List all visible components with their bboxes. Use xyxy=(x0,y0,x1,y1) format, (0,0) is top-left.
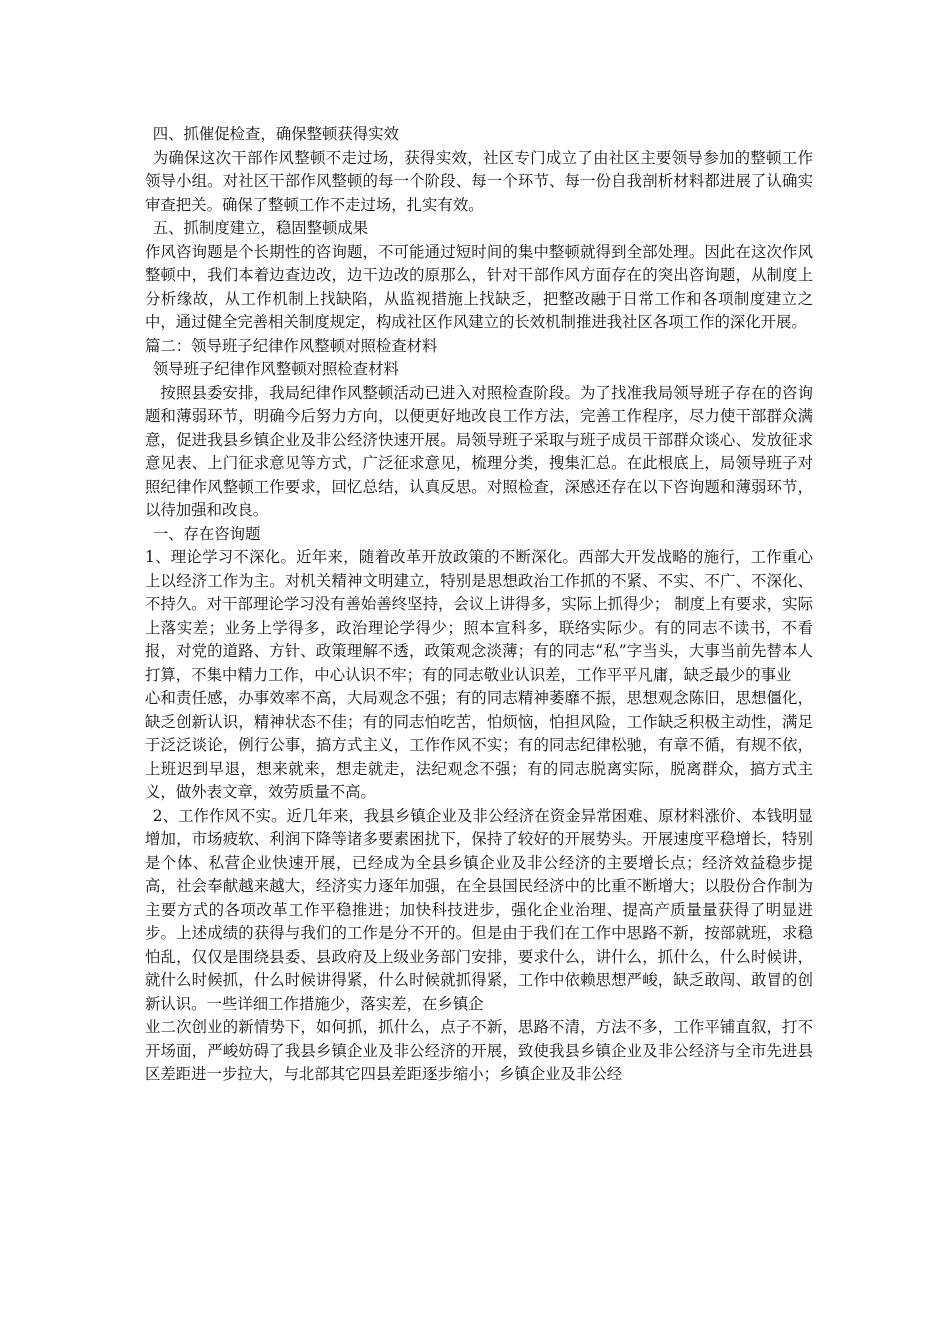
chapter-title: 篇二：领导班子纪律作风整顿对照检查材料 xyxy=(145,336,438,355)
document-body xyxy=(145,123,813,1087)
paragraph-responsibility: 心和责任感，办事效率不高，大局观念不强；有的同志精神萎靡不振，思想观念陈旧，思想僵化，缺乏创新认识，精神状态不佳；有的同志怕吃苦，怕烦恼，怕担风险，工作缺乏积极主动性，满足于泛泛谈论，例行公事，搞方式主义，工作作风不实；有的同志纪律松驰，有章不循，有规不依，上班迟到早退，想来就来，想走就走，法纪观念不强；有的同志脱离实际，脱离群众，搞方式主义，做外表文章，效劳质量不高。 xyxy=(145,689,813,801)
section-heading-5: 五、抓制度建立，稳固整顿成果 xyxy=(152,219,369,237)
paragraph-intro: 按照县委安排，我局纪律作风整顿活动已进入对照检查阶段。为了找准我局领导班子存在的咨询题和薄弱环节，明确今后努力方向，以便更好地改良工作方法，完善工作程序，尽力使干部群众满意，促进我县乡镇企业及非公经济快速开展。局领导班子采取与班子成员干部群众谈心、发放征求意见表、上门征求意见等方式，广泛征求意见，梳理分类，搜集汇总。在此根底上，局领导班子对照纪律作风整顿工作要求，回忆总结，认真反思。对照检查，深感还存在以下咨询题和薄弱环节，以待加强和改良。 xyxy=(145,383,813,519)
paragraph-system-building: 作风咨询题是个长期性的咨询题，不可能通过短时间的集中整顿就得到全部处理。因此在这次作风整顿中，我们本着边查边改，边干边改的原那么，针对干部作风方面存在的突出咨询题，从制度上分析缘故，从工作机制上找缺陷，从监视措施上找缺乏，把整改融于日常工作和各项制度建立之中，通过健全完善相关制度规定，构成社区作风建立的长效机制推进我社区各项工作的深化开展。 xyxy=(145,242,813,331)
paragraph-theory-study: 1、理论学习不深化。近年来，随着改革开放政策的不断深化。西部大开发战略的施行，工作重心上以经济工作为主。对机关精神文明建立，特别是思想政治工作抓的不紧、不实、不广、不深化、不持久。对干部理论学习没有善始善终坚持，会议上讲得多，实际上抓得少； 制度上有要求，实际上落实差；业务上学得多，政治理论学得少；照本宣科多，联络实际少。有的同志不读书，不看报，对党的道路、方针、政策理解不透，政策观念淡薄；有的同志“私”字当头，大事当前先替本人打算，不集中精力工作，中心认识不牢；有的同志敬业认识差，工作平平凡庸，缺乏最少的事业 xyxy=(145,548,813,684)
section-heading-problems: 一、存在咨询题 xyxy=(152,524,261,543)
paragraph-work-style: 2、工作作风不实。近几年来，我县乡镇企业及非公经济在资金异常困难、原材料涨价、本钱明显增加，市场疲软、利润下降等诸多要素困扰下，保持了较好的开展势头。开展速度平稳增长，特别是个体、私营企业快速开展，已经成为全县乡镇企业及非公经济的主要增长点；经济效益稳步提高，社会奉献越来越大，经济实力逐年加强，在全县国民经济中的比重不断增大；以股份合作制为主要方式的各项改革工作平稳推进；加快科技进步，强化企业治理、提高产质量量获得了明显进步。上述成绩的获得与我们的工作是分不开的。但是由于我们在工作中思路不新，按部就班，求稳怕乱，仅仅是围绕县委、县政府及上级业务部门安排，要求什么，讲什么，抓什么，什么时候讲，就什么时候抓，什么时候讲得紧，什么时候就抓得紧，工作中依赖思想严峻，缺乏敢闯、敢冒的创新认识。一些详细工作措施少，落实差，在乡镇企 xyxy=(145,806,813,1013)
paragraph-inspection: 为确保这次干部作风整顿不走过场，获得实效，社区专门成立了由社区主要领导参加的整顿工作领导小组。对社区干部作风整顿的每一个阶段、每一个环节、每一份自我剖析材料都进展了认确实审查把关。确保了整顿工作不走过场，扎实有效。 xyxy=(145,148,813,214)
document-subtitle: 领导班子纪律作风整顿对照检查材料 xyxy=(152,360,399,378)
paragraph-second-venture: 业二次创业的新情势下，如何抓，抓什么，点子不新，思路不清，方法不多，工作平铺直叙，打不开场面，严峻妨碍了我县乡镇企业及非公经济的开展，致使我县乡镇企业及非公经济与全市先进县区差距进一步拉大，与北部其它四县差距逐步缩小；乡镇企业及非公经 xyxy=(145,1018,813,1083)
section-heading-4: 四、抓催促检查，确保整顿获得实效 xyxy=(152,125,399,143)
